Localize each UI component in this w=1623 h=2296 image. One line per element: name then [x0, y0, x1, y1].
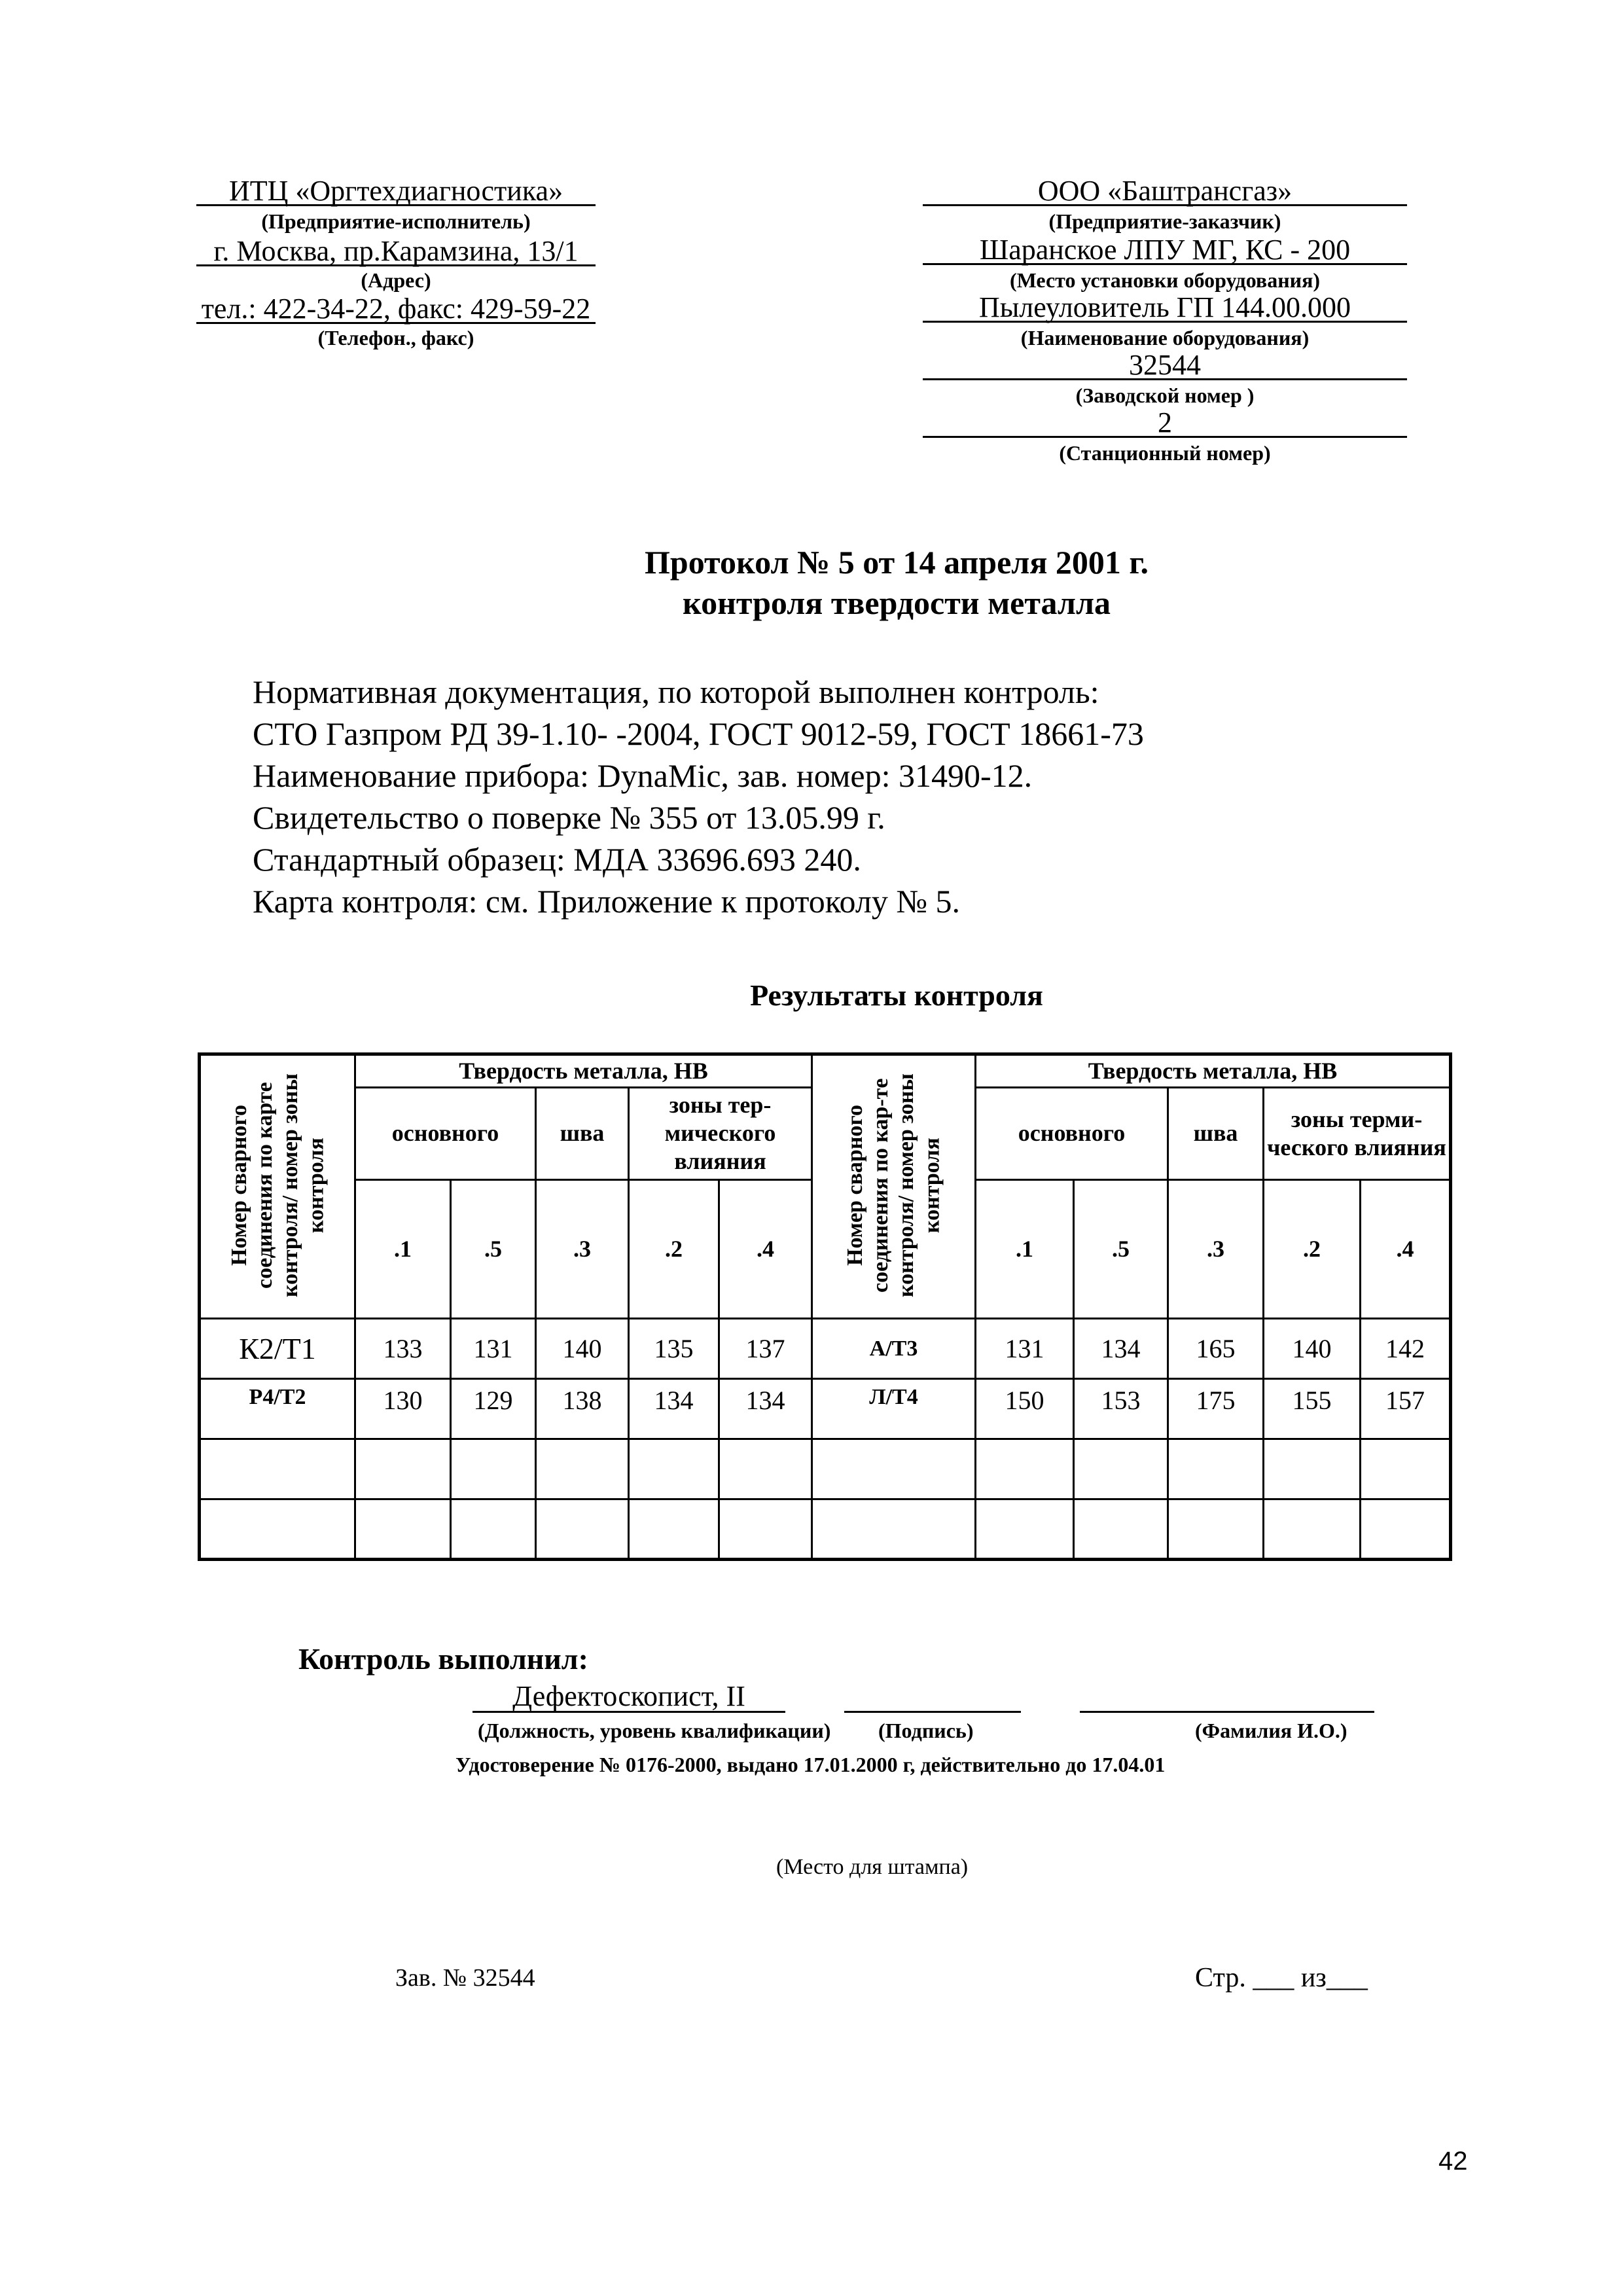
value-cell: 153: [1074, 1379, 1168, 1439]
info-line: Наименование прибора: DynaMic, зав. номер: 31490-12.: [253, 757, 1033, 794]
info-line: СТО Газпром РД 39-1.10- -2004, ГОСТ 9012-59, ГОСТ 18661-73: [253, 715, 1144, 752]
name-caption: (Фамилия И.О.): [1195, 1719, 1347, 1742]
subcol-header: .3: [1168, 1179, 1264, 1318]
address-caption: (Адрес): [361, 268, 431, 292]
right-base-header: основного: [976, 1087, 1168, 1179]
table-row: [200, 1379, 1451, 1439]
stamp-placeholder: (Место для штампа): [776, 1855, 969, 1879]
customer-name: ООО «Баштрансгаз»: [1037, 175, 1293, 207]
underline: [196, 235, 596, 267]
phone-caption: (Телефон., факс): [317, 326, 474, 350]
serial-caption: (Заводской номер ): [1075, 384, 1255, 407]
customer-caption: (Предприятие-заказчик): [1048, 209, 1281, 233]
info-line: Свидетельство о поверке № 355 от 13.05.99 г.: [253, 799, 885, 836]
certificate-line: Удостоверение № 0176-2000, выдано 17.01.2000 г, действительно до 17.04.01: [455, 1753, 1166, 1776]
row-left-id: К2/Т1: [200, 1319, 355, 1379]
value-cell: 137: [719, 1319, 812, 1379]
info-line: Нормативная документация, по которой выполнен контроль:: [253, 673, 1099, 710]
underline: [923, 291, 1407, 323]
subcol-header: .1: [976, 1179, 1074, 1318]
protocol-title: Протокол № 5 от 14 апреля 2001 г.: [645, 544, 1149, 581]
results-table: [198, 1052, 1452, 1561]
station-caption: (Станционный номер): [1059, 441, 1271, 465]
right-id-header: Номер сварного соединения по кар-те контроля/ номер зоны контроля: [812, 1054, 976, 1319]
info-line: Карта контроля: см. Приложение к протоколу № 5.: [253, 883, 961, 920]
left-haz-header: зоны тер-мического влияния: [629, 1087, 812, 1179]
subcol-header: .5: [1074, 1179, 1168, 1318]
inspector-position: Дефектоскопист, II: [512, 1680, 745, 1712]
underline: [196, 175, 596, 207]
right-weld-header: шва: [1168, 1087, 1264, 1179]
location-caption: (Место установки оборудования): [1009, 268, 1321, 292]
value-cell: 138: [536, 1379, 629, 1439]
info-line: Стандартный образец: МДА 33696.693 240.: [253, 841, 861, 878]
executor-phone: тел.: 422-34-22, факс: 429-59-22: [201, 293, 591, 325]
subcol-header: .4: [719, 1179, 812, 1318]
value-cell: 175: [1168, 1379, 1264, 1439]
underline: [923, 175, 1407, 207]
value-cell: 134: [719, 1379, 812, 1439]
page-counter: Стр. ___ из___: [1195, 1963, 1368, 1993]
results-title: Результаты контроля: [750, 978, 1043, 1012]
left-id-header: Номер сварного соединения по карте контроля/ номер зоны контроля: [200, 1054, 355, 1319]
underline: [923, 349, 1407, 381]
row-right-id: А/Т3: [812, 1319, 976, 1379]
row-right-id: Л/Т4: [812, 1379, 976, 1439]
value-cell: 140: [536, 1319, 629, 1379]
executor-caption: (Предприятие-исполнитель): [261, 209, 531, 233]
page-number: 42: [1438, 2147, 1468, 2176]
value-cell: 142: [1361, 1319, 1451, 1379]
performed-by-label: Контроль выполнил:: [298, 1642, 588, 1676]
left-hardness-header: Твердость металла, НВ: [355, 1054, 812, 1088]
value-cell: 129: [451, 1379, 536, 1439]
subcol-header: .5: [451, 1179, 536, 1318]
value-cell: 157: [1361, 1379, 1451, 1439]
value-cell: 134: [1074, 1319, 1168, 1379]
left-weld-header: шва: [536, 1087, 629, 1179]
left-base-header: основного: [355, 1087, 536, 1179]
value-cell: 135: [629, 1319, 719, 1379]
underline: [473, 1680, 785, 1713]
footer-serial: Зав. № 32544: [395, 1964, 535, 1992]
underline: [923, 234, 1407, 266]
installation-location: Шаранское ЛПУ МГ, КС - 200: [979, 234, 1351, 266]
underline: [923, 406, 1407, 439]
signature-caption: (Подпись): [878, 1719, 974, 1742]
value-cell: 134: [629, 1379, 719, 1439]
name-line: [1080, 1683, 1374, 1713]
executor-address: г. Москва, пр.Карамзина, 13/1: [213, 235, 579, 267]
value-cell: 165: [1168, 1319, 1264, 1379]
value-cell: 131: [451, 1319, 536, 1379]
value-cell: 150: [976, 1379, 1074, 1439]
protocol-subtitle: контроля твердости металла: [682, 584, 1111, 621]
equipment-name: Пылеуловитель ГП 144.00.000: [978, 291, 1351, 323]
executor-name: ИТЦ «Оргтехдиагностика»: [228, 175, 563, 207]
table-row: [200, 1439, 1451, 1499]
value-cell: 133: [355, 1319, 451, 1379]
table-row: [200, 1499, 1451, 1560]
underline: [196, 293, 596, 325]
signature-line: [844, 1683, 1021, 1713]
value-cell: 140: [1264, 1319, 1361, 1379]
equipment-caption: (Наименование оборудования): [1020, 326, 1310, 350]
row-left-id: Р4/Т2: [200, 1379, 355, 1439]
right-haz-header: зоны терми-ческого влияния: [1264, 1087, 1451, 1179]
value-cell: 131: [976, 1319, 1074, 1379]
value-cell: 130: [355, 1379, 451, 1439]
value-cell: 155: [1264, 1379, 1361, 1439]
subcol-header: .2: [629, 1179, 719, 1318]
subcol-header: .3: [536, 1179, 629, 1318]
subcol-header: .1: [355, 1179, 451, 1318]
subcol-header: .4: [1361, 1179, 1451, 1318]
subcol-header: .2: [1264, 1179, 1361, 1318]
serial-number: 32544: [1129, 349, 1201, 381]
position-caption: (Должность, уровень квалификации): [478, 1719, 831, 1742]
table-row: [200, 1319, 1451, 1379]
station-number: 2: [1158, 406, 1172, 439]
right-hardness-header: Твердость металла, НВ: [976, 1054, 1451, 1088]
